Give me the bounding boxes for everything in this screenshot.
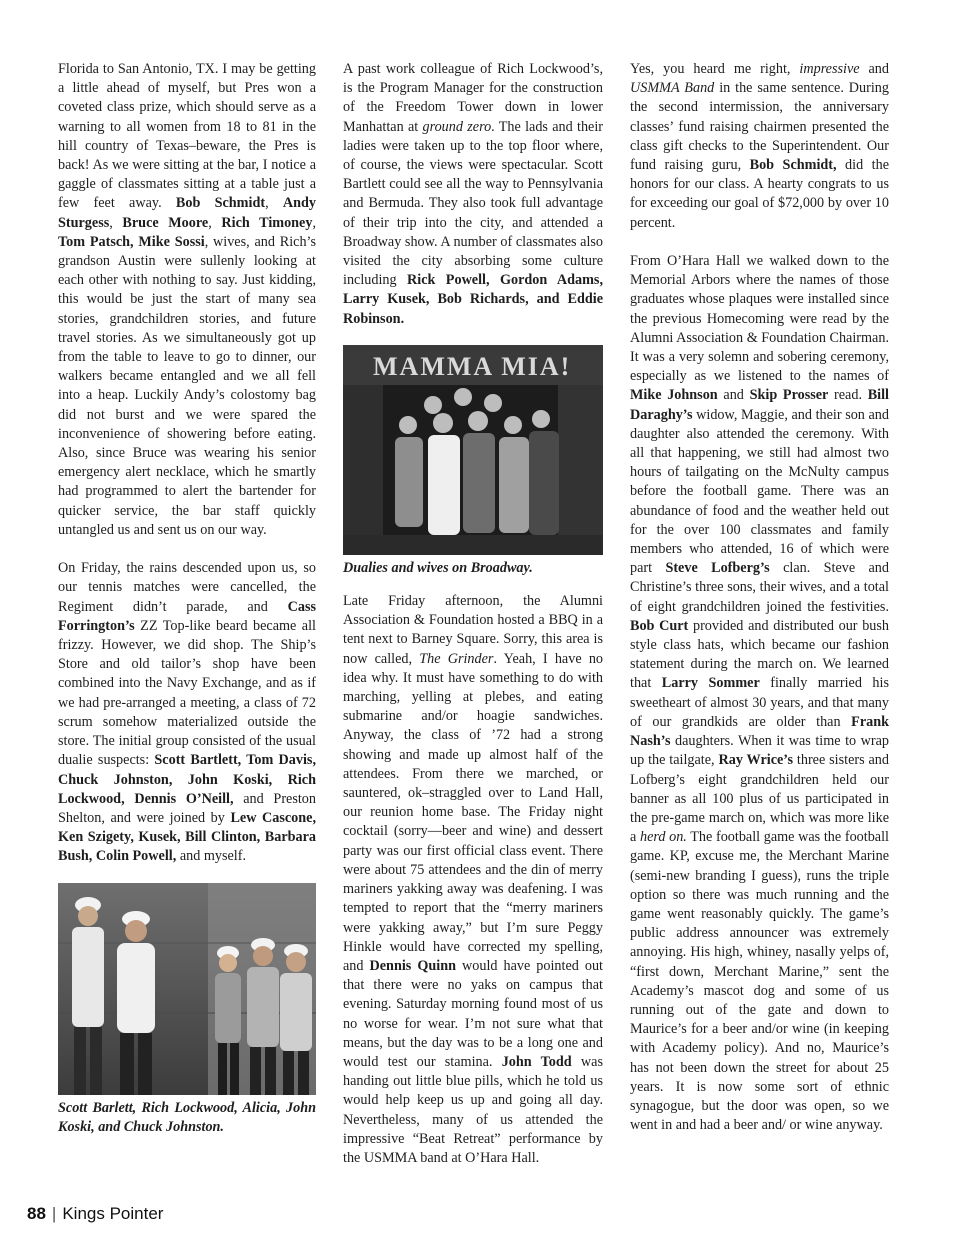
- italic-text: ground zero: [422, 118, 492, 135]
- text-run: ZZ Top-like beard became all frizzy. However, we did shop. The Ship’s Store and old tailor’s shop have been combined into the Navy Exchange, and as if we had pre-arranged a meeting, a class of 72 scrum somehow materialized outside the store. The initial group consisted of the usual dualie suspects:: [58, 617, 316, 769]
- text-run: and: [717, 387, 750, 404]
- bold-name: Ray Wrice’s: [718, 752, 794, 769]
- paragraph: [58, 559, 316, 866]
- text-run: , wives, and Rich’s grandson Austin were sullenly looking at each other with nothing to say. Just kidding, this would be just the start of many sea stories, grandchildren stories, and future travel stories. As we simultaneously got up from the table to leave to go to dinner, our walkers became entangled and we all fell into a heap. Luckily Andy’s colostomy bag did not burst and we were spared the inconvenience of showering before eating. Also, since Bruce was wearing his senior emergency alert necklace, which he smartly had programmed to alert the bartender for quicker service, the bar staff quickly untangled us and sent us on our way.: [58, 233, 316, 538]
- italic-text: herd on.: [639, 829, 687, 846]
- bold-name: Bill Daraghy’s: [630, 387, 889, 423]
- footer-separator: |: [51, 1204, 57, 1223]
- broadway-photo-figure: [343, 345, 603, 578]
- text-run: The football game was the football game. KP, excuse me, the Merchant Marine (semi-new branding I guess), runs the triple option so there was much running and the game went reasonably quickly. The game’s public address announcer was extremely annoying. His high, whiney, nasally yelps of, “first down, Merchant Marine,” sent the Academy’s mascot dog and some of us running out of the gate and down to Maurice’s for a beer and/or wine (in keeping with Academy policy). And no, Maurice’s has not been down the street for about 25 years. It is now some sort of ethnic synagogue, but the door was open, so we went in and had a beer and/ or wine anyway.: [630, 829, 889, 1134]
- paragraph: [630, 60, 889, 233]
- column-2: [343, 60, 603, 1168]
- bold-name: Steve Lofberg’s: [665, 560, 770, 577]
- text-run: three sisters and Lofberg’s eight grandchildren held our banner as all 100 plus of us participated in the pre-game march on, which was more like a: [630, 752, 889, 846]
- text-run: provided and distributed our bush style class hats, which became our fashion statement during the march on. We learned that: [630, 617, 889, 692]
- bold-name: Bob Schmidt,: [749, 157, 837, 174]
- text-run: On Friday, the rains descended upon us, so our tennis matches were cancelled, the Regiment didn’t parade, and: [58, 560, 316, 615]
- bold-name: Tom Patsch,: [58, 233, 134, 250]
- text-run: widow, Maggie, and their son and daughter also attended the ceremony. With all that happening, we still had almost two hours of tailgating on the McNulty campus before the football game. There was an abundance of food and the weather held out for the over 100 classmates and family members who attended, 16 of which were part: [630, 406, 889, 577]
- text-run: was handing out little blue pills, which he told us would help keep us up and going all day. Nevertheless, many of us attended the impressive “Beat Retreat” performance by the USMMA band at O’Hara Hall.: [343, 1053, 603, 1166]
- text-run: finally married his sweetheart of almost 30 years, and that many of our grandkids are older than: [630, 675, 889, 730]
- text-run: daughters. When it was time to wrap up the tailgate,: [630, 733, 889, 769]
- bold-name: Larry Sommer: [661, 675, 760, 692]
- text-run: A past work colleague of Rich Lockwood’s, is the Program Manager for the construction of the Freedom Tower down in lower Manhattan at: [343, 61, 603, 135]
- bold-name: Cass Forrington’s: [58, 598, 316, 634]
- publication-name: Kings Pointer: [62, 1204, 164, 1223]
- page-number: 88: [27, 1204, 46, 1223]
- bold-name: Lew Cascone, Ken Szigety, Kusek, Bill Clinton, Barbara Bush, Colin Powell,: [58, 809, 316, 865]
- italic-text: USMMA Band: [630, 80, 715, 97]
- text-run: Florida to San Antonio, TX. I may be getting a little ahead of myself, but Pres won a coveted class prize, which should serve as a warning to all women from 18 to 81 in the hill country of Texas–beware, the Pres is back! As we were sitting at the bar, I notice a gaggle of classmates sitting at a table just a few feet away.: [58, 61, 316, 212]
- text-run: read.: [828, 387, 868, 404]
- text-run: ,: [109, 214, 123, 231]
- text-run: . The lads and their ladies were taken up to the top floor where, of course, the views were spectacular. Scott Bartlett could see all the way to Pennsylvania and Bermuda. They also took full advantage of their trip into the city, and attended a Broadway show. A number of classmates also visited the city absorbing some culture including: [343, 118, 604, 289]
- construction-photo-figure: [58, 883, 316, 1137]
- marquee-sign: MAMMA MIA!: [373, 351, 572, 381]
- column-1: [58, 60, 316, 1137]
- paragraph: [343, 60, 603, 329]
- bold-name: Mike Sossi: [138, 233, 205, 250]
- text-run: ,: [208, 214, 222, 231]
- italic-text: impressive: [799, 61, 860, 77]
- bold-name: Scott Bartlett, Tom Davis, Chuck Johnston, John Koski, Rich Lockwood, Dennis O’Neill,: [58, 752, 316, 807]
- text-run: From O’Hara Hall we walked down to the Memorial Arbors where the names of those graduates whose plaques were installed since the previous Homecoming were read by the Alumni Association & Foundation Chairman. It was a very solemn and sobering ceremony, especially as we listened to the names of: [630, 253, 889, 385]
- text-run: Yes, you heard me right,: [630, 61, 800, 77]
- text-run: clan. Steve and Christine’s three sons, their wives, and a total of eight grandchildren joined the festivities.: [630, 560, 889, 615]
- text-run: ,: [312, 214, 316, 231]
- text-run: did the honors for our class. A hearty congrats to us for exceeding our goal of $72,000 by over 10 percent.: [630, 157, 889, 231]
- construction-photo-caption: Scott Barlett, Rich Lockwood, Alicia, John Koski, and Chuck Johnston.: [58, 1099, 316, 1135]
- bold-name: Bob Schmidt: [175, 195, 266, 212]
- paragraph: [630, 252, 889, 1135]
- paragraph: [58, 60, 316, 540]
- bold-name: Andy Sturgess: [58, 195, 316, 231]
- text-run: would have pointed out that there were no yaks on campus that evening. Saturday morning found most of us no worse for wear. I’m not sure what that means, but the day was to be a long one and would test our stamina.: [343, 957, 604, 1070]
- bold-name: Skip Prosser: [749, 387, 829, 404]
- page-footer: [27, 1204, 163, 1224]
- bold-name: Dennis Quinn: [369, 957, 456, 974]
- bold-name: Bob Curt: [630, 617, 689, 634]
- broadway-photo-caption: Dualies and wives on Broadway.: [343, 559, 533, 576]
- bold-name: Mike Johnson: [630, 387, 718, 404]
- bold-name: Rich Timoney: [221, 214, 313, 231]
- text-run: and: [859, 61, 889, 77]
- broadway-photo: [343, 345, 603, 555]
- column-3: [630, 60, 889, 1135]
- bold-name: Frank Nash’s: [630, 713, 889, 750]
- text-run: . Yeah, I have no idea why. It must have something to do with marching, yelling at plebes, and eating submarine and/or hoagie sandwiches. Anyway, the class of ’72 had a strong showing and made up almost half of the attendees. From there we marched, or sauntered, ok–straggled over to Land Hall, our reunion home base. The Friday night cocktail (sorry—beer and wine) and dessert party was our first official class event. There were about 75 attendees and the din of merry mariners yakking away was deafening. I was tempted to report that the “merry mariners were yakking away,” but I’m sure Peggy Hinkle would have corrected my spelling, and: [343, 650, 604, 974]
- bold-name: Bruce Moore: [122, 214, 209, 231]
- text-run: Late Friday afternoon, the Alumni Association & Foundation hosted a BBQ in a tent next to Barney Square. Sorry, this area is now called,: [343, 593, 603, 667]
- text-run: in the same sentence. During the second intermission, the anniversary classes’ fund raising chairmen presented the class gift checks to the Superintendent. Our fund raising guru,: [630, 80, 889, 174]
- bold-name: Rick Powell, Gordon Adams, Larry Kusek, Bob Richards, and Eddie Robinson.: [343, 272, 603, 327]
- paragraph: [343, 592, 603, 1168]
- italic-text: The Grinder: [419, 650, 494, 667]
- text-run: ,: [265, 195, 283, 212]
- construction-photo: [58, 883, 316, 1095]
- bold-name: John Todd: [501, 1053, 572, 1070]
- text-run: and Preston Shelton, and were joined by: [58, 790, 316, 826]
- text-run: and myself.: [176, 848, 247, 865]
